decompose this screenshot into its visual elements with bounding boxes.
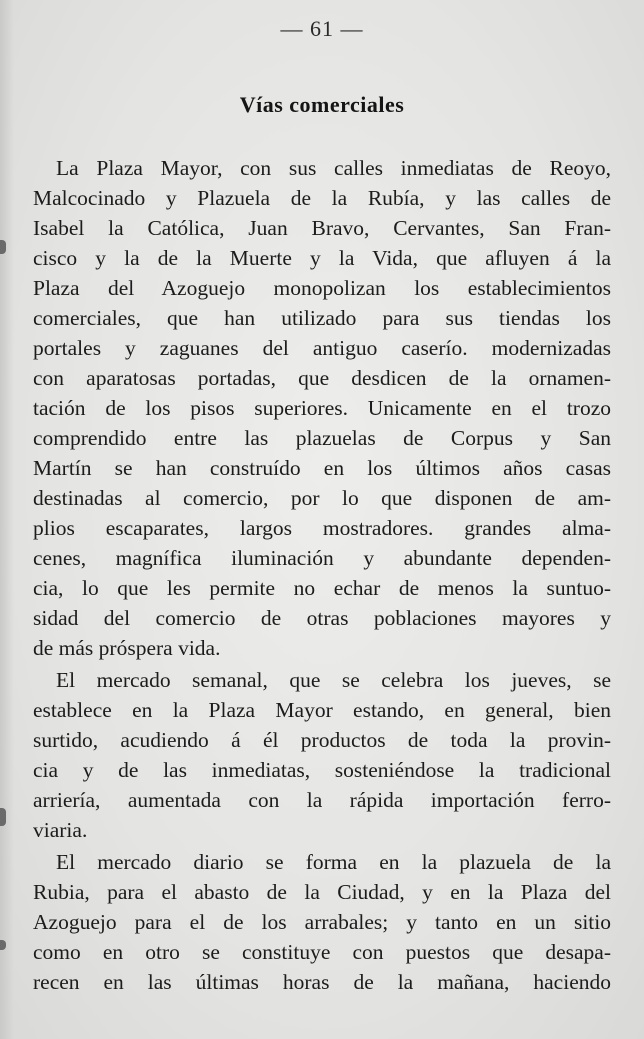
margin-mark [0, 940, 6, 950]
text-line: establece en la Plaza Mayor estando, en general, bien [33, 698, 611, 722]
text-line: Malcocinado y Plazuela de la Rubía, y las calles de [33, 186, 611, 210]
text-line: El mercado diario se forma en la plazuela de la [56, 850, 611, 874]
text-line: cia, lo que les permite no echar de menos la suntuo- [33, 576, 611, 600]
text-line: viaria. [33, 818, 88, 842]
text-line: sidad del comercio de otras poblaciones mayores y [33, 606, 611, 630]
page-number: — 61 — [280, 16, 364, 41]
text-line: destinadas al comercio, por lo que disponen de am- [33, 486, 611, 510]
text-line: tación de los pisos superiores. Unicamente en el trozo [33, 396, 611, 420]
text-line: con aparatosas portadas, que desdicen de la ornamen- [33, 366, 611, 390]
text-line: cia y de las inmediatas, sosteniéndose la tradicional [33, 758, 611, 782]
text-line: La Plaza Mayor, con sus calles inmediatas de Reoyo, [56, 156, 611, 180]
text-line: surtido, acudiendo á él productos de toda la provin- [33, 728, 611, 752]
margin-mark [0, 808, 6, 826]
text-line: comprendido entre las plazuelas de Corpus y San [33, 426, 611, 450]
text-line: arriería, aumentada con la rápida importación ferro- [33, 788, 611, 812]
section-title: Vías comerciales [239, 92, 405, 117]
margin-mark [0, 240, 6, 254]
text-line: Rubia, para el abasto de la Ciudad, y en la Plaza del [33, 880, 611, 904]
text-line: El mercado semanal, que se celebra los jueves, se [56, 668, 611, 692]
text-line: Martín se han construído en los últimos años casas [33, 456, 611, 480]
text-line: Isabel la Católica, Juan Bravo, Cervantes, San Fran- [33, 216, 611, 240]
text-line: de más próspera vida. [33, 636, 221, 660]
page-gutter-shadow [0, 0, 14, 1039]
text-line: cenes, magnífica iluminación y abundante dependen- [33, 546, 611, 570]
text-line: plios escaparates, largos mostradores. grandes alma- [33, 516, 611, 540]
text-line: portales y zaguanes del antiguo caserío. modernizadas [33, 336, 611, 360]
text-line: recen en las últimas horas de la mañana, haciendo [33, 970, 611, 994]
text-line: comerciales, que han utilizado para sus tiendas los [33, 306, 611, 330]
body-text [33, 153, 611, 997]
text-line: como en otro se constituye con puestos que desapa- [33, 940, 611, 964]
text-line: cisco y la de la Muerte y la Vida, que afluyen á la [33, 246, 611, 270]
text-line: Plaza del Azoguejo monopolizan los establecimientos [33, 276, 611, 300]
text-line: Azoguejo para el de los arrabales; y tanto en un sitio [33, 910, 611, 934]
